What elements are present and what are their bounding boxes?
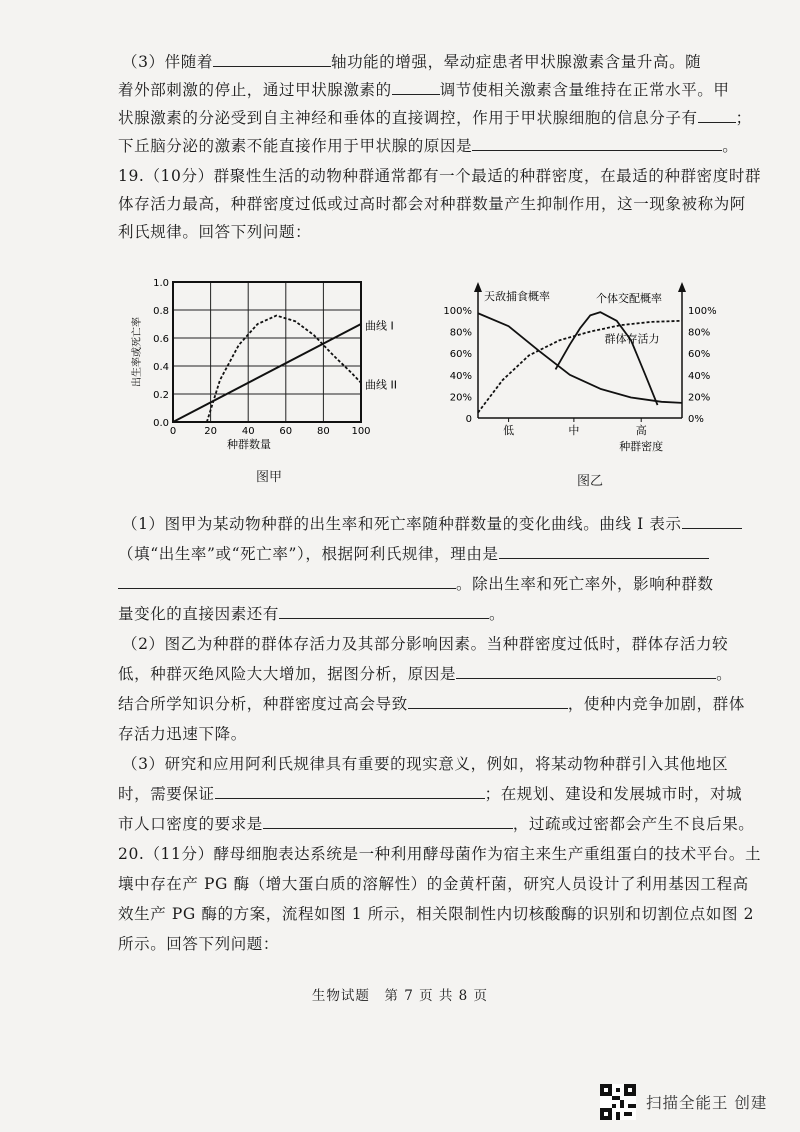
x-tick-label: 高	[635, 424, 647, 437]
answer-blank[interactable]	[408, 693, 568, 709]
q19-2-line-2: 低，种群灭绝风险大大增加，据图分析，原因是 。	[118, 665, 733, 683]
q19-2-line-1: （2）图乙为种群的群体存活力及其部分影响因素。当种群密度过低时，群体存活力较	[122, 635, 729, 653]
x-axis-label: 种群数量	[227, 438, 271, 450]
right-tick-label: 20%	[688, 392, 711, 404]
viability-label: 群体存活力	[604, 332, 660, 346]
y-tick-label: 0.4	[153, 362, 169, 373]
q19-1-line-2: （填“出生率”或“死亡率”），根据阿利氏规律，理由是	[118, 542, 722, 566]
answer-blank[interactable]	[213, 51, 331, 67]
q20-intro-3: 效生产 PG 酶的方案，流程如图 1 所示，相关限制性内切核酸酶的识别和切割位点如图 2	[118, 905, 755, 923]
x-tick-label: 80	[317, 426, 330, 437]
curve-two-label: 曲线 II	[365, 378, 397, 392]
left-tick-label: 60%	[449, 349, 472, 361]
x-tick-label: 中	[568, 424, 580, 437]
left-tick-label: 80%	[449, 327, 472, 339]
curve-one-line	[173, 324, 361, 422]
right-tick-label: 100%	[688, 306, 717, 317]
page-footer: 生物试题 第 7 页 共 8 页	[311, 988, 489, 1004]
y-tick-label: 1.0	[153, 278, 169, 289]
curve-one-label: 曲线 I	[365, 319, 394, 333]
answer-blank[interactable]	[682, 513, 742, 529]
answer-blank[interactable]	[698, 107, 736, 123]
chart-b-caption: 图乙	[577, 474, 604, 489]
y-tick-label: 0.6	[153, 334, 169, 345]
y-tick-label: 0.8	[153, 306, 169, 317]
right-tick-label: 80%	[688, 327, 711, 339]
q19-intro-2: 体存活力最高，种群密度过低或过高时都会对种群数量产生抑制作用，这一现象被称为阿	[118, 195, 746, 213]
x-tick-label: 40	[241, 426, 255, 437]
q20-intro-4: 所示。回答下列问题：	[118, 935, 280, 953]
y-axis-label: 出生率或死亡率	[132, 317, 143, 387]
chart-figure-a	[128, 270, 408, 450]
right-axis-arrow	[678, 282, 686, 292]
left-tick-label: 100%	[443, 306, 472, 317]
left-axis-arrow	[474, 282, 482, 292]
x-tick-label: 20	[204, 426, 217, 437]
chart-a-caption: 图甲	[256, 470, 283, 485]
q19-3-line-3: 市人口密度的要求是 ，过疏或过密都会产生不良后果。	[118, 815, 755, 833]
q19-1-line-4: 量变化的直接因素还有 。	[118, 605, 506, 623]
answer-blank[interactable]	[279, 603, 489, 619]
answer-blank[interactable]	[118, 573, 456, 589]
chart-figure-b	[436, 280, 726, 460]
y-tick-label: 0.0	[153, 418, 169, 429]
right-tick-label: 0%	[688, 414, 704, 425]
q19-2-line-3: 结合所学知识分析，种群密度过高会导致 ，使种内竞争加剧，群体	[118, 695, 745, 713]
left-tick-label: 40%	[449, 370, 472, 382]
q19-1-line-3: 。除出生率和死亡率外，影响种群数	[118, 572, 722, 596]
predation-label: 天敌捕食概率	[484, 290, 550, 303]
q18-line-3: 状腺激素的分泌受到自主神经和垂体的直接调控，作用于甲状腺细胞的信息分子有 ；	[118, 109, 752, 127]
answer-blank[interactable]	[392, 79, 440, 95]
q18-line-1: （3）伴随着 轴功能的增强，晕动症患者甲状腺激素含量升高。随	[122, 53, 702, 71]
plot-frame	[173, 282, 361, 422]
q20-intro-2: 壤中存在产 PG 酶（增大蛋白质的溶解性）的金黄杆菌，研究人员设计了利用基因工程高	[118, 875, 749, 893]
left-tick-label: 20%	[449, 392, 472, 404]
answer-blank[interactable]	[263, 813, 513, 829]
qr-code-icon	[600, 1084, 636, 1120]
q18-line-2: 着外部刺激的停止，通过甲状腺激素的 调节使相关激素含量维持在正常水平。甲	[118, 81, 730, 99]
left-tick-label: 0	[465, 414, 472, 425]
x-tick-label: 0	[169, 426, 177, 437]
answer-blank[interactable]	[456, 663, 716, 679]
right-tick-label: 40%	[688, 370, 711, 382]
q19-2-line-4: 存活力迅速下降。	[118, 725, 247, 743]
q19-1-line-1: （1）图甲为某动物种群的出生率和死亡率随种群数量的变化曲线。曲线 I 表示	[122, 512, 726, 536]
answer-blank[interactable]	[499, 543, 709, 559]
q19-3-line-1: （3）研究和应用阿利氏规律具有重要的现实意义，例如，将某动物种群引入其他地区	[122, 755, 729, 773]
q20-intro-1: 20.（11分）酵母细胞表达系统是一种利用酵母菌作为宿主来生产重组蛋白的技术平台。土	[118, 845, 762, 863]
q19-intro-3: 利氏规律。回答下列问题：	[118, 223, 312, 241]
mating-label: 个体交配概率	[596, 292, 662, 305]
q18-line-4: 下丘脑分泌的激素不能直接作用于甲状腺的原因是 。	[118, 137, 739, 155]
answer-blank[interactable]	[472, 135, 722, 151]
x-tick-label: 100	[351, 426, 371, 437]
q19-3-line-2: 时，需要保证 ；在规划、建设和发展城市时，对城	[118, 785, 743, 803]
x-tick-label: 低	[503, 424, 515, 437]
q19-intro-1: 19.（10分）群聚性生活的动物种群通常都有一个最适的种群密度，在最适的种群密度时群	[118, 167, 762, 185]
scanner-label: 扫描全能王 创建	[646, 1094, 768, 1112]
scanner-watermark	[600, 1082, 800, 1122]
curve-two-line	[207, 316, 361, 422]
x-tick-label: 60	[279, 426, 293, 437]
right-tick-label: 60%	[688, 349, 711, 361]
x-axis-label: 种群密度	[619, 440, 664, 453]
y-tick-label: 0.2	[153, 390, 169, 401]
answer-blank[interactable]	[215, 783, 485, 799]
